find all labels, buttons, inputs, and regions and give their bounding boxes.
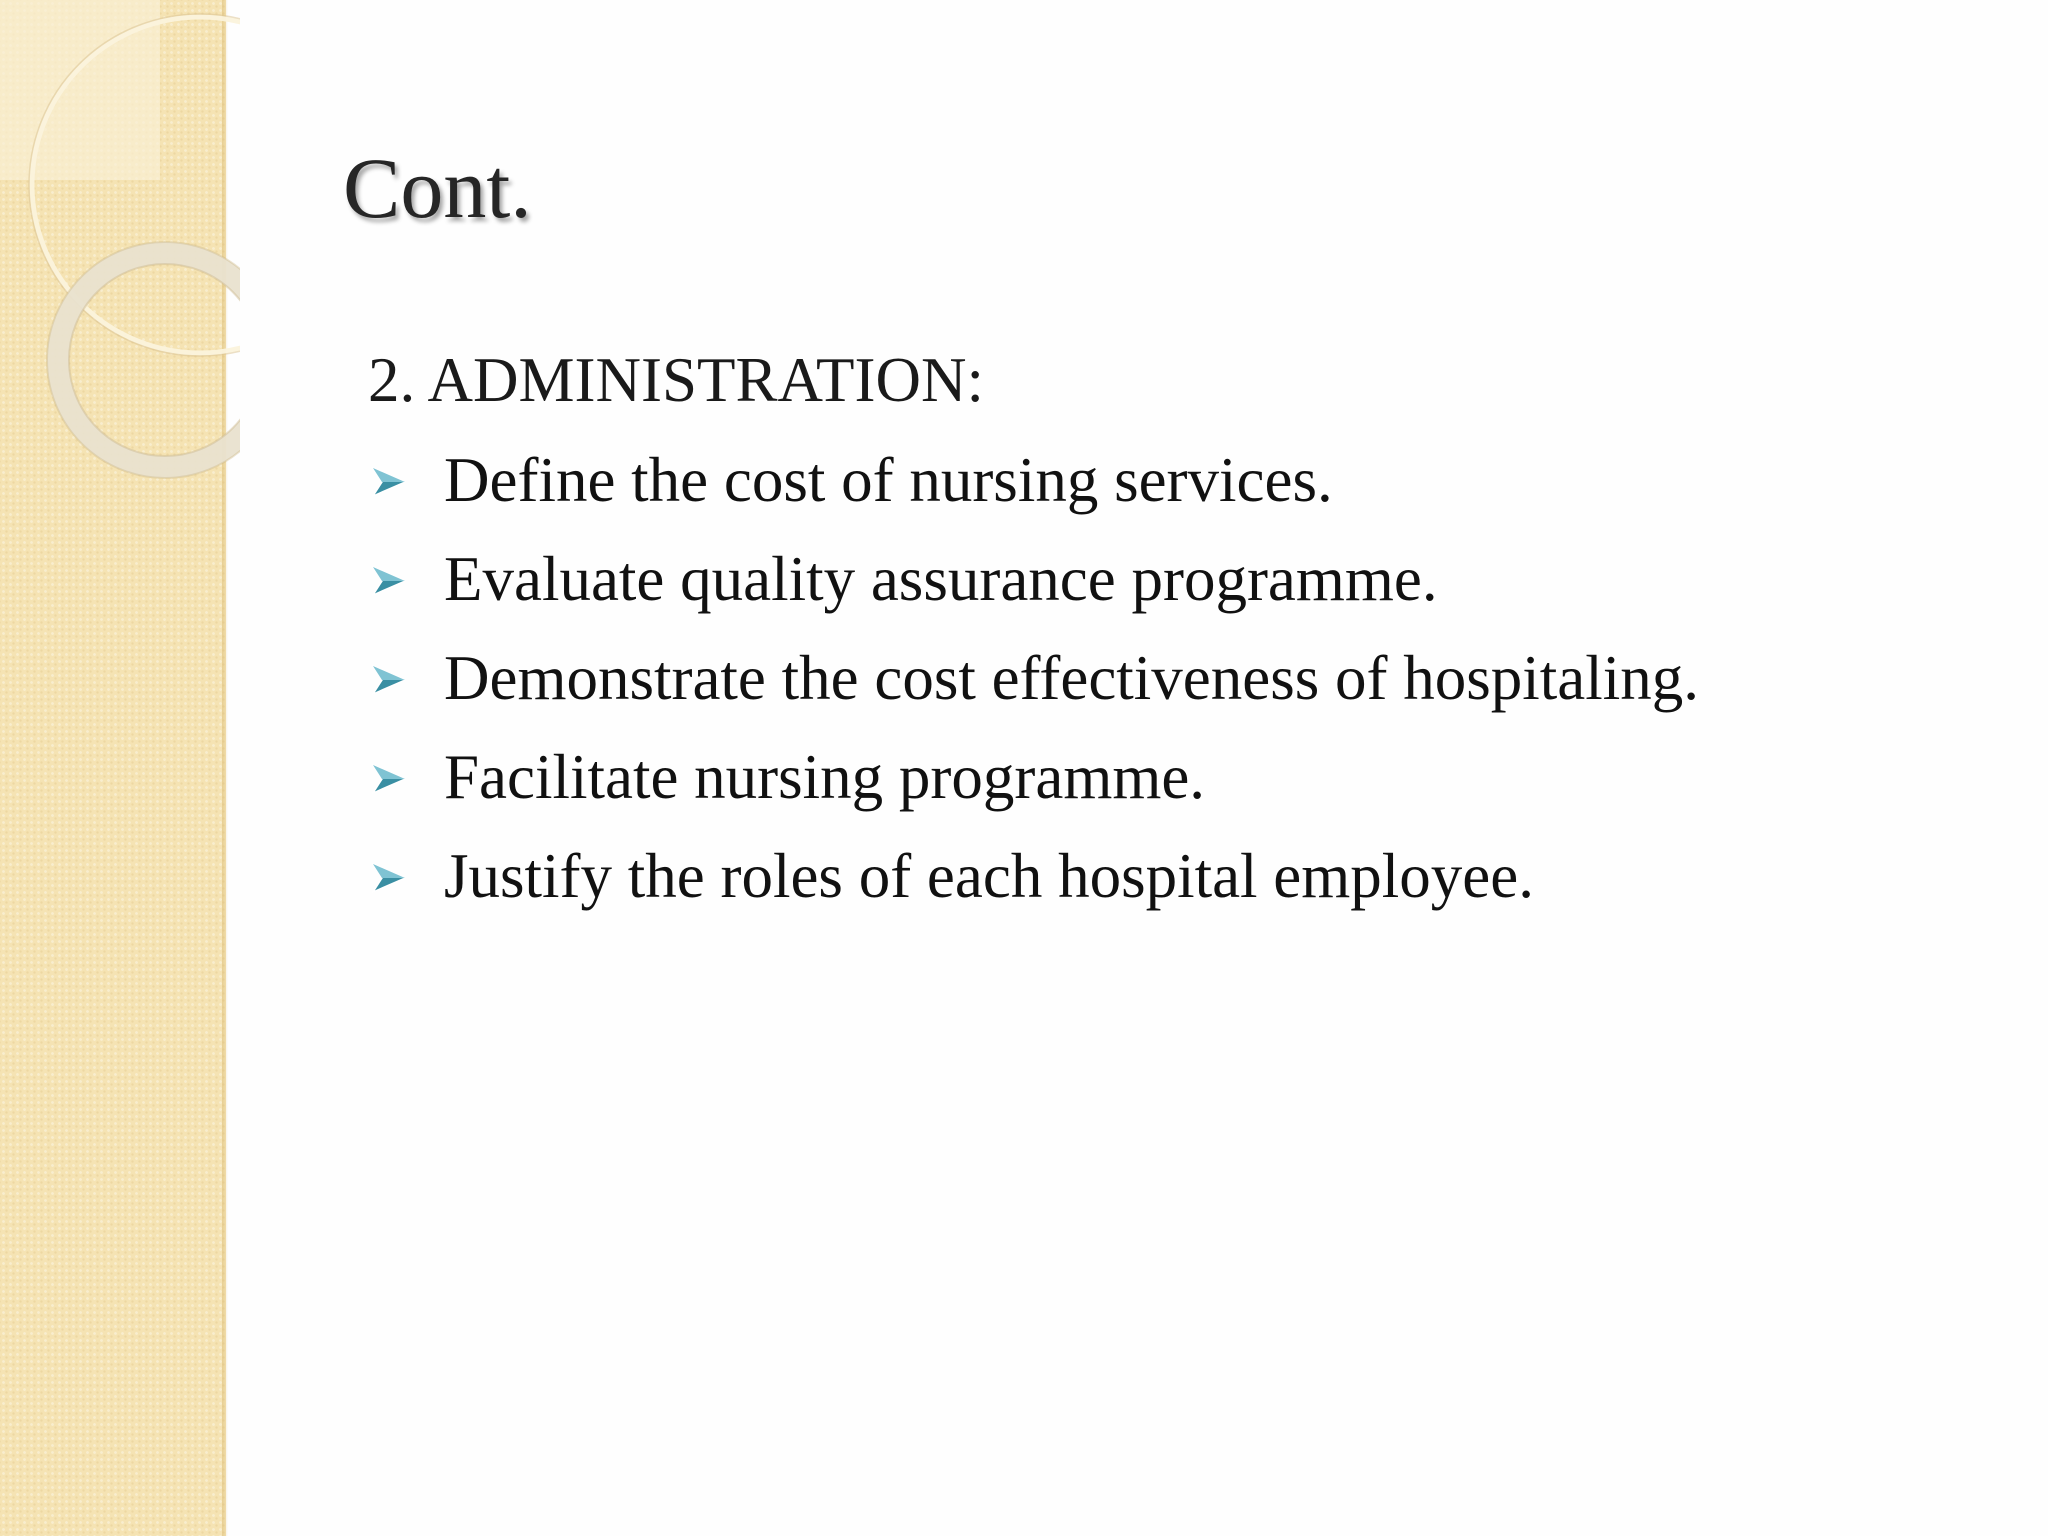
bullet-item: [368, 539, 2008, 638]
arrowhead-bullet-icon: [369, 761, 409, 797]
bullet-item: [368, 638, 2008, 737]
bullet-item: [368, 836, 2008, 935]
arrowhead-bullet-icon: [369, 563, 409, 599]
bullet-item: [368, 737, 2008, 836]
slide-content: [368, 340, 2008, 935]
bullet-text: Justify the roles of each hospital employee.: [444, 841, 1534, 911]
slide-title: Cont.: [343, 140, 532, 236]
bullet-list: [368, 440, 2008, 935]
decorative-rings: [0, 0, 240, 520]
bullet-item: [368, 440, 2008, 539]
bullet-text: Evaluate quality assurance programme.: [444, 544, 1438, 614]
thick-ring: [58, 253, 240, 467]
thick-ring-outer-shadow: [47, 242, 240, 478]
arrowhead-bullet-icon: [369, 662, 409, 698]
section-heading: 2. ADMINISTRATION:: [368, 345, 985, 415]
bullet-text: Define the cost of nursing services.: [444, 445, 1333, 515]
arrowhead-bullet-icon: [369, 860, 409, 896]
bullet-text: Facilitate nursing programme.: [444, 742, 1206, 812]
bullet-text: Demonstrate the cost effectiveness of hospitaling.: [444, 643, 1699, 713]
arrowhead-bullet-icon: [369, 464, 409, 500]
